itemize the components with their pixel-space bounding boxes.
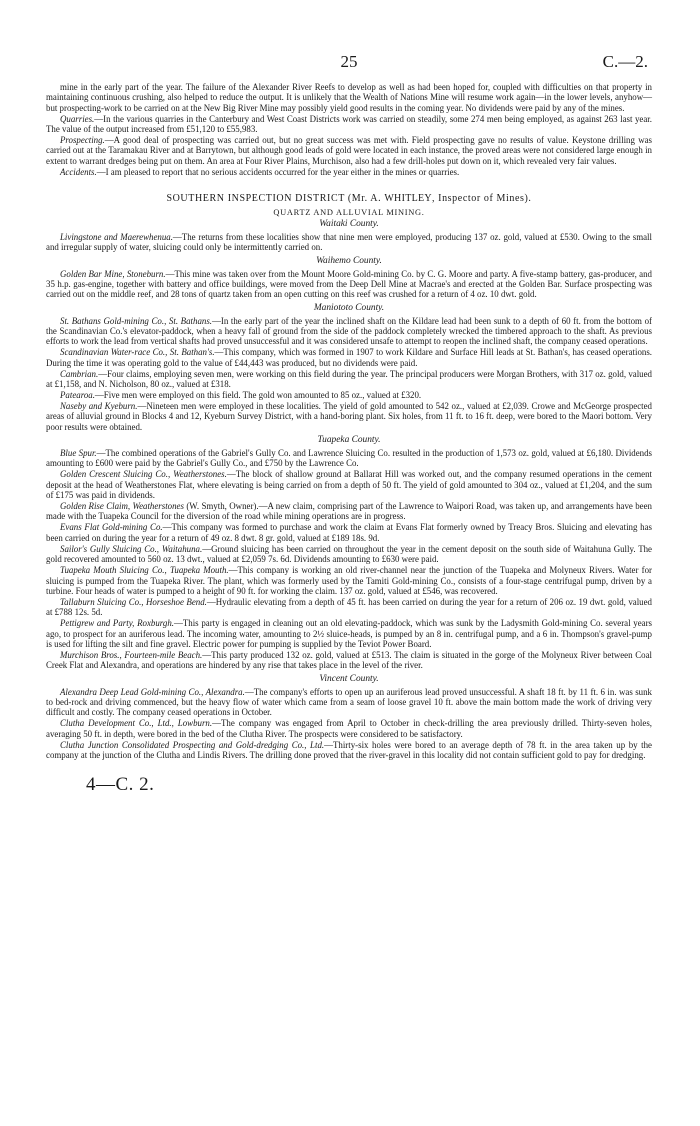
page-number: 25 — [340, 52, 358, 71]
document-reference: C.—2. — [602, 52, 648, 71]
paragraph: Blue Spur.—The combined operations of the Gabriel's Gully Co. and Lawrence Sluicing Co. resulted in the production of 1,573 oz. gold, valued at £6,180. Dividends amounting to £600 were paid by the Gabriel's Gully Co., and £750 by the Lawrence Co. — [46, 448, 652, 469]
district-heading: SOUTHERN INSPECTION DISTRICT (Mr. A. WHITLEY, Inspector of Mines). — [166, 193, 532, 205]
paragraph-lead: Golden Rise Claim, Weatherstones — [60, 501, 184, 512]
paragraph: Tallaburn Sluicing Co., Horseshoe Bend.—Hydraulic elevating from a depth of 45 ft. has been carried on during the year for a return of 206 oz. 19 dwt. gold, valued at £788 12s. 5d. — [46, 596, 652, 618]
paragraph: Evans Flat Gold-mining Co.—This company was formed to purchase and work the claim at Evans Flat formerly owned by Treacy Bros. Sluicing and elevating has been carried on during the year for a return of 49 oz. 8 dwt. 8 gr. gold, valued at £189 18s. 9d. — [46, 522, 652, 543]
paragraph: Golden Bar Mine, Stoneburn.—This mine was taken over from the Mount Moore Gold-mining Co. by C. G. Moore and party. A five-stamp battery, gas-producer, and 35 h.p. gas-engine, together with battery and office buildings, were moved from the Deep Dell Mine at Macrae's and erected at the Golden Bar. Surface prospecting was carried out on the middle reef, and 28 tons of quartz taken from an open cutting on this reef was crushed for a return of 4 oz. 10 dwt. gold. — [46, 268, 652, 300]
paragraph: Tuapeka Mouth Sluicing Co., Tuapeka Mouth.—This company is working an old river-channel near the junction of the Tuapeka and Molyneux Rivers. Water for sluicing is pumped from the Tuapeka River. The plant, which was formerly used by the Tamiti Gold-mining Co., consists of a four-stage centrifugal pump, driven by a turbine. Four heads of water is pumped to a height of 90 ft. for working the claim. 137 oz. gold, valued at £546, was recovered. — [46, 565, 652, 596]
section-heading: QUARTZ AND ALLUVIAL MINING. — [273, 208, 425, 218]
intro-section — [46, 82, 652, 177]
paragraph: Cambrian.—Four claims, employing seven men, were working on this field during the year. The principal producers were Morgan Brothers, with 317 oz. gold, valued at £1,158, and N. Nicholson, 80 oz., valued at £318. — [46, 368, 652, 389]
paragraph-lead: St. Bathans Gold-mining Co., St. Bathans. — [60, 315, 212, 326]
paragraph: mine in the early part of the year. The failure of the Alexander River Reefs to develop as well as had been hoped for, coupled with difficulties on that property in maintaining continuous crushing, also helped to reduce the output. It is unlikely that the Wealth of Nations Mine will resume work again—in the lower levels, anyhow—but prospecting-work to be carried on at the New Big River Mine may possibly yield good results in the coming year. No dividends were paid by any of the mines. — [46, 82, 652, 113]
paragraph-lead: Murchison Bros., Fourteen-mile Beach. — [60, 650, 203, 661]
county-heading: Waihemo County. — [316, 255, 382, 266]
county-heading: Maniototo County. — [313, 302, 385, 313]
county-heading: Waitaki County. — [319, 219, 379, 230]
paragraph-lead: Naseby and Kyeburn. — [60, 401, 138, 412]
page-signature: 4—C. 2. — [86, 774, 155, 796]
paragraph: Clutha Junction Consolidated Prospecting and Gold-dredging Co., Ltd.—Thirty-six holes were bored to an average depth of 78 ft. in the area taken up by the company at the junction of the Clutha and Lindis Rivers. The drilling done proved that the river-gravel in this locality did not contain sufficient gold to pay for dredging. — [46, 739, 652, 760]
paragraph: Naseby and Kyeburn.—Nineteen men were employed in these localities. The yield of gold amounted to 542 oz., valued at £2,039. Crowe and McGeorge prospected areas of alluvial ground in Blocks 4 and 12, Kyeburn Survey District, with a hand-boring plant. Six holes, from 11 ft. to 16 ft. deep, were bored to the Maori bottom. Very poor results were obtained. — [46, 401, 652, 432]
paragraph-lead: Accidents. — [60, 166, 97, 177]
paragraph-lead: Patearoa. — [60, 390, 95, 401]
paragraph-lead: Blue Spur. — [60, 448, 97, 458]
paragraph-lead: Prospecting. — [60, 135, 105, 146]
paragraph: Golden Crescent Sluicing Co., Weatherstones.—The block of shallow ground at Ballarat Hill was worked out, and the company resumed operations in the cement deposit at the head of Weatherstones Flat, where elevating is being carried on from a depth of 50 ft. The yield of gold amounted to 304 oz., valued at £1,204, and the sum of £175 was paid in dividends. — [46, 469, 652, 500]
paragraph: Prospecting.—A good deal of prospecting was carried out, but no great success was met with. Field prospecting gave no results of value. Keystone drilling was carried out at the Taramakau River and at Barrytown, but although good leads of gold were located in each instance, the proved areas were not considered large enough in extent to warrant dredges being put on them. An area at Four River Plains, Murchison, also had a few drill-holes put down on it, which revealed very fair values. — [46, 135, 652, 166]
paragraph: Clutha Development Co., Ltd., Lowburn.—The company was engaged from April to October in check-drilling the area previously drilled. Thirty-seven holes, averaging 50 ft. in depth, were bored in the bed of the Clutha River. The prospects were considered to be satisfactory. — [46, 718, 652, 739]
paragraph-lead: Golden Bar Mine, Stoneburn. — [60, 268, 166, 279]
paragraph-lead: Quarries. — [60, 113, 95, 124]
inspector-name: WHITLEY — [384, 193, 432, 205]
paragraph: Golden Rise Claim, Weatherstones (W. Smyth, Owner).—A new claim, comprising part of the Lawrence to Waipori Road, was taken up, and arrangements have been made with the Tuapeka Council for the diversion of the road while mining operations are in progress. — [46, 501, 652, 522]
paragraph-lead: Cambrian. — [60, 368, 99, 379]
paragraph-lead: Pettigrew and Party, Roxburgh. — [60, 618, 174, 629]
paragraph-lead: Golden Crescent Sluicing Co., Weatherstones. — [60, 469, 227, 480]
paragraph: Pettigrew and Party, Roxburgh.—This party is engaged in cleaning out an old elevating-paddock, which was sunk by the Ladysmith Gold-mining Co. several years ago, to prospect for an auriferous lead. The incoming water, amounting to 2½ sluice-heads, is pumped by an 8 in. centrifugal pump, and a 6 in. Thompson's gravel-pump is used for lifting the silt and fine gravel. Electric power for pumping is supplied by the Teviot Power Board. — [46, 618, 652, 649]
paragraph: Accidents.—I am pleased to report that no serious accidents occurred for the year either in the mines or quarries. — [60, 166, 460, 177]
paragraph: Scandinavian Water-race Co., St. Bathan's.—This company, which was formed in 1907 to work Kildare and Surface Hill leads at St. Bathan's, has ceased operations. During the time it was operating gold to the value of £44,443 was produced, but no dividends were paid. — [46, 347, 652, 368]
county-heading: Tuapeka County. — [317, 435, 381, 445]
paragraph-lead: Livingstone and Maerewhenua. — [60, 232, 173, 243]
paragraph: Sailor's Gully Sluicing Co., Waitahuna.—Ground sluicing has been carried on throughout the year in the cement deposit on the south side of Waitahuna Gully. The gold recovered amounted to 560 oz. 13 dwt., valued at £2,059 7s. 6d. Dividends amounting to £630 were paid. — [46, 543, 652, 565]
paragraph-lead: Clutha Junction Consolidated Prospecting and Gold-dredging Co., Ltd. — [60, 739, 325, 750]
paragraph-lead: Sailor's Gully Sluicing Co., Waitahuna. — [60, 543, 203, 554]
paragraph: Alexandra Deep Lead Gold-mining Co., Alexandra.—The company's efforts to open up an auriferous lead proved unsuccessful. A shaft 18 ft. by 11 ft. 6 in. was sunk to bed-rock and driving commenced, but the heavy flow of water which came from a seam of loose gravel 10 ft. above the main bottom made the work of driving very difficult and costly. The company ceased operations in October. — [46, 686, 652, 718]
paragraph-lead: Tuapeka Mouth Sluicing Co., Tuapeka Mouth. — [60, 565, 229, 576]
page-header — [46, 52, 652, 82]
paragraph: Murchison Bros., Fourteen-mile Beach.—This party produced 132 oz. gold, valued at £513. The claim is situated in the gorge of the Molyneux River between Coal Creek Flat and Alexandra, and operations are hindered by any rise that takes place in the level of the river. — [46, 650, 652, 671]
paragraph: Livingstone and Maerewhenua.—The returns from these localities show that nine men were employed, producing 137 oz. gold, valued at £530. Owing to the small and irregular supply of water, sluicing could only be intermittently carried on. — [46, 232, 652, 253]
paragraph: St. Bathans Gold-mining Co., St. Bathans.—In the early part of the year the inclined shaft on the Kildare lead had been sunk to a depth of 60 ft. from the bottom of the Scandinavian Co.'s elevator-paddock, when a heavy fall of ground from the side of the paddock completely wrecked the timbered approach to the shaft. As previous efforts to work the lead from vertical shafts had proved unsuccessful and it was considered unsafe to attempt to reopen the inclined shaft, the company ceased operations. — [46, 315, 652, 347]
paragraph-lead: Clutha Development Co., Ltd., Lowburn. — [60, 718, 213, 729]
paragraph-lead: Alexandra Deep Lead Gold-mining Co., Alexandra. — [60, 686, 245, 697]
paragraph-lead: Evans Flat Gold-mining Co. — [60, 522, 163, 533]
paragraph: Patearoa.—Five men were employed on this field. The gold won amounted to 85 oz., valued at £320. — [60, 390, 422, 401]
county-heading: Vincent County. — [319, 673, 379, 684]
paragraph-lead: Scandinavian Water-race Co., St. Bathan's. — [60, 347, 215, 358]
paragraph: Quarries.—In the various quarries in the Canterbury and West Coast Districts work was carried on steadily, some 274 men being employed, as against 263 last year. The value of the output increased from £51,120 to £55,983. — [46, 113, 652, 134]
paragraph-lead: Tallaburn Sluicing Co., Horseshoe Bend. — [60, 596, 207, 607]
